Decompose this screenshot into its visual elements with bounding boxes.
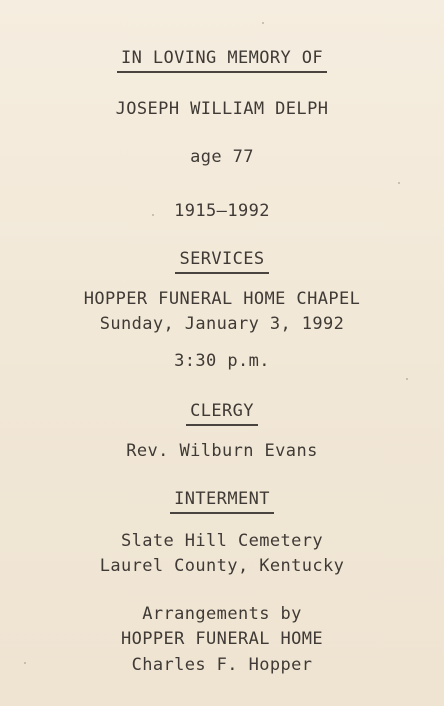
arrangements-line-3: Charles F. Hopper (131, 655, 313, 675)
clergy-heading (0, 401, 444, 426)
clergy-heading-text: CLERGY (186, 401, 258, 426)
life-years: 1915–1992 (174, 201, 270, 221)
interment-county: Laurel County, Kentucky (99, 556, 345, 576)
paper-speck (406, 378, 408, 380)
services-time: 3:30 p.m. (174, 351, 270, 371)
memorial-heading (0, 48, 444, 73)
paper-speck (152, 214, 154, 216)
services-location: HOPPER FUNERAL HOME CHAPEL (83, 289, 361, 309)
paper-speck (262, 22, 264, 24)
services-heading-text: SERVICES (175, 249, 268, 274)
deceased-name: JOSEPH WILLIAM DELPH (115, 99, 329, 119)
services-date: Sunday, January 3, 1992 (99, 314, 345, 334)
arrangements-line-1: Arrangements by (142, 604, 302, 624)
interment-heading-text: INTERMENT (170, 489, 274, 514)
services-heading (0, 249, 444, 274)
interment-cemetery: Slate Hill Cemetery (120, 531, 324, 551)
clergy-name: Rev. Wilburn Evans (126, 441, 318, 461)
paper-speck (398, 182, 400, 184)
deceased-age: age 77 (190, 147, 254, 167)
arrangements-line-2: HOPPER FUNERAL HOME (120, 629, 324, 649)
memorial-heading-text: IN LOVING MEMORY OF (117, 48, 327, 73)
interment-heading (0, 489, 444, 514)
paper-speck (24, 662, 26, 664)
